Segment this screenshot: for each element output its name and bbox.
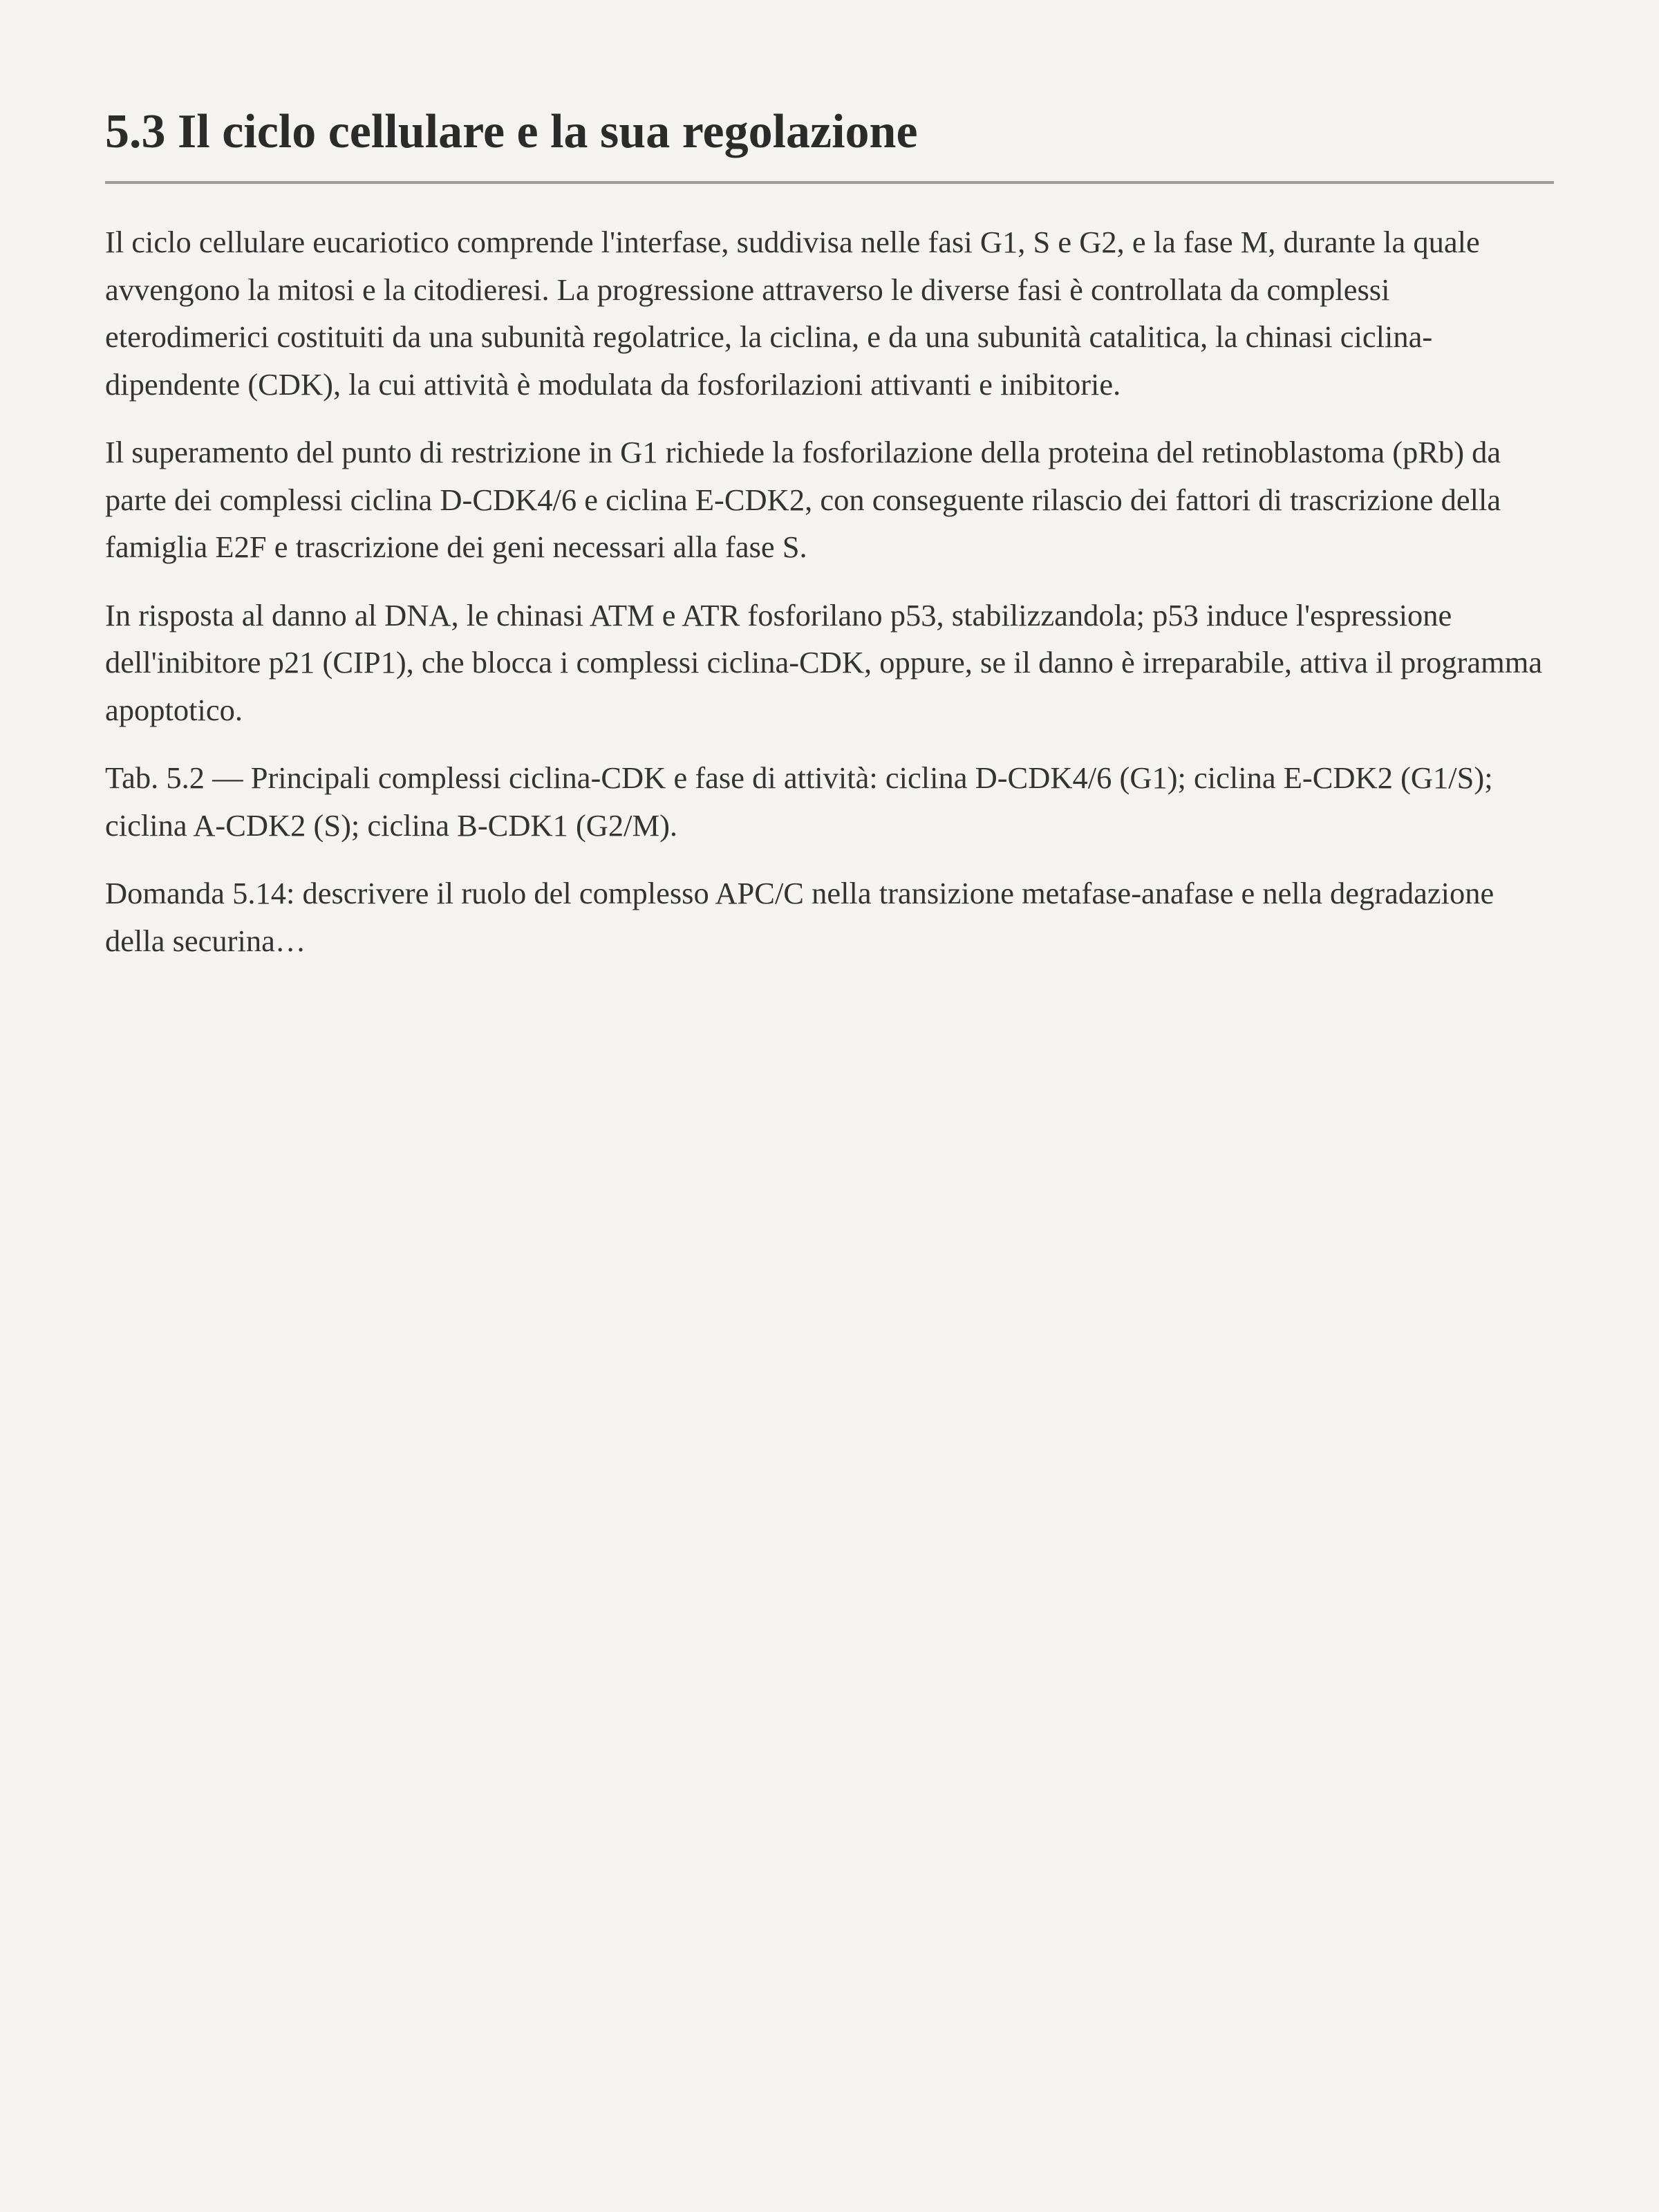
- section-title: 5.3 Il ciclo cellulare e la sua regolazione: [105, 105, 918, 158]
- title-divider: [105, 181, 1554, 184]
- paragraph-restriction-point: Il superamento del punto di restrizione in G1 richiede la fosforilazione della proteina del retinoblastoma (pRb) da parte dei complessi ciclina D-CDK4/6 e ciclina E-CDK2, con conseguente rilascio dei fattori di trascrizione della famiglia E2F e trascrizione dei geni necessari alla fase S.: [105, 435, 1501, 564]
- question-prompt: Domanda 5.14: descrivere il ruolo del complesso APC/C nella transizione metafase-anafase e nella degradazione della securina…: [105, 876, 1494, 958]
- document-body: [105, 218, 1554, 964]
- paragraph-dna-damage-response: In risposta al danno al DNA, le chinasi ATM e ATR fosforilano p53, stabilizzandola; p53 induce l'espressione dell'inibitore p21 (CIP1), che blocca i complessi ciclina-CDK, oppure, se il danno è irreparabile, attiva il programma apoptotico.: [105, 597, 1543, 727]
- paragraph-cell-cycle-overview: Il ciclo cellulare eucariotico comprende l'interfase, suddivisa nelle fasi G1, S e G2, e la fase M, durante la quale avvengono la mitosi e la citodieresi. La progressione attraverso le diverse fasi è controllata da complessi eterodimerici costituiti da una subunità regolatrice, la ciclina, e da una subunità catalitica, la chinasi ciclina-dipendente (CDK), la cui attività è modulata da fosforilazioni attivanti e inibitorie.: [105, 225, 1480, 402]
- table-caption-cyclin-cdk: Tab. 5.2 — Principali complessi ciclina-CDK e fase di attività: ciclina D-CDK4/6 (G1); ciclina E-CDK2 (G1/S); ciclina A-CDK2 (S); ciclina B-CDK1 (G2/M).: [105, 760, 1493, 843]
- document-page: [105, 0, 1554, 985]
